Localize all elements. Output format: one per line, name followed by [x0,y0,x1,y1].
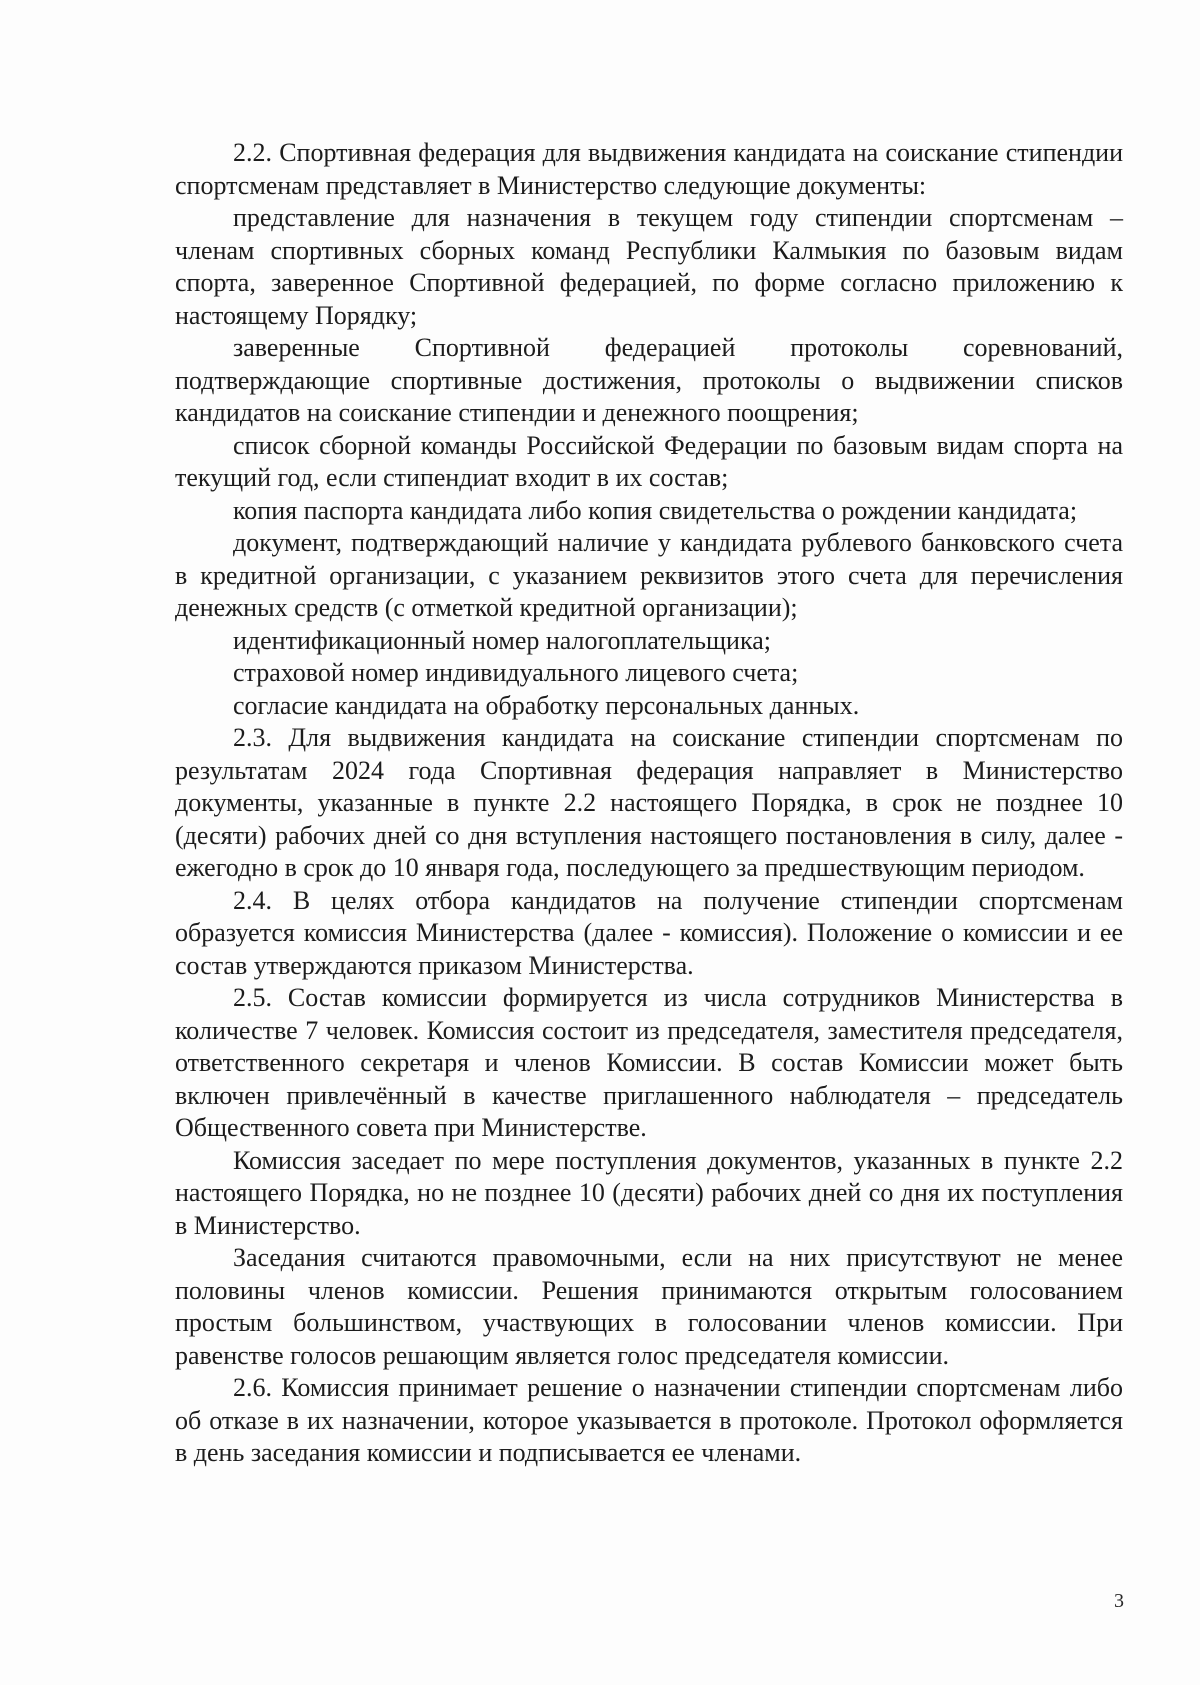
paragraph-commission-meeting: Комиссия заседает по мере поступления документов, указанных в пункте 2.2 настоящего Порядка, но не позднее 10 (десяти) рабочих дней со дня их поступления в Министерство. [175,1145,1123,1240]
paragraph-representation: представление для назначения в текущем году стипендии спортсменам – членам спортивных сборных команд Республики Калмыкия по базовым видам спорта, заверенное Спортивной федерацией, по форме согласно приложению к настоящему Порядку; [175,203,1123,330]
paragraph-2-3: 2.3. Для выдвижения кандидата на соискание стипендии спортсменам по результатам 2024 года Спортивная федерация направляет в Министерство документы, указанные в пункте 2.2 настоящего Порядка, в срок не позднее 10 (десяти) рабочих дней со дня вступления настоящего постановления в силу, далее - ежегодно в срок до 10 января года, последующего за предшествующим периодом. [175,723,1123,882]
paragraph-quorum: Заседания считаются правомочными, если на них присутствуют не менее половины членов комиссии. Решения принимаются открытым голосованием простым большинством, участвующих в голосовании членов комиссии. При равенстве голосов решающим является голос председателя комиссии. [175,1243,1123,1370]
paragraph-2-2: 2.2. Спортивная федерация для выдвижения кандидата на соискание стипендии спортсменам представляет в Министерство следующие документы: [175,138,1123,200]
paragraph-consent: согласие кандидата на обработку персональных данных. [233,690,860,720]
paragraph-team-list: список сборной команды Российской Федерации по базовым видам спорта на текущий год, если стипендиат входит в их состав; [175,430,1123,492]
page-number: 3 [1114,1590,1124,1612]
paragraph-tax-id: идентификационный номер налогоплательщика; [233,625,771,655]
document-body [175,137,1123,1470]
paragraph-protocols: заверенные Спортивной федерацией протоколы соревнований, подтверждающие спортивные достижения, протоколы о выдвижении списков кандидатов на соискание стипендии и денежного поощрения; [175,333,1123,427]
paragraph-2-5: 2.5. Состав комиссии формируется из числа сотрудников Министерства в количестве 7 человек. Комиссия состоит из председателя, заместителя председателя, ответственного секретаря и членов Комиссии. В состав Комиссии может быть включен привлечённый в качестве приглашенного наблюдателя – председатель Общественного совета при Министерстве. [175,983,1123,1142]
paragraph-insurance-number: страховой номер индивидуального лицевого счета; [233,658,799,687]
paragraph-2-4: 2.4. В целях отбора кандидатов на получение стипендии спортсменам образуется комиссия Министерства (далее - комиссия). Положение о комиссии и ее состав утверждаются приказом Министерства. [175,885,1123,980]
paragraph-passport-copy: копия паспорта кандидата либо копия свидетельства о рождении кандидата; [233,495,1078,525]
paragraph-bank-account: документ, подтверждающий наличие у кандидата рублевого банковского счета в кредитной организации, с указанием реквизитов этого счета для перечисления денежных средств (с отметкой кредитной организации); [175,528,1123,622]
paragraph-2-6: 2.6. Комиссия принимает решение о назначении стипендии спортсменам либо об отказе в их назначении, которое указывается в протоколе. Протокол оформляется в день заседания комиссии и подписывается ее членами. [175,1373,1123,1467]
